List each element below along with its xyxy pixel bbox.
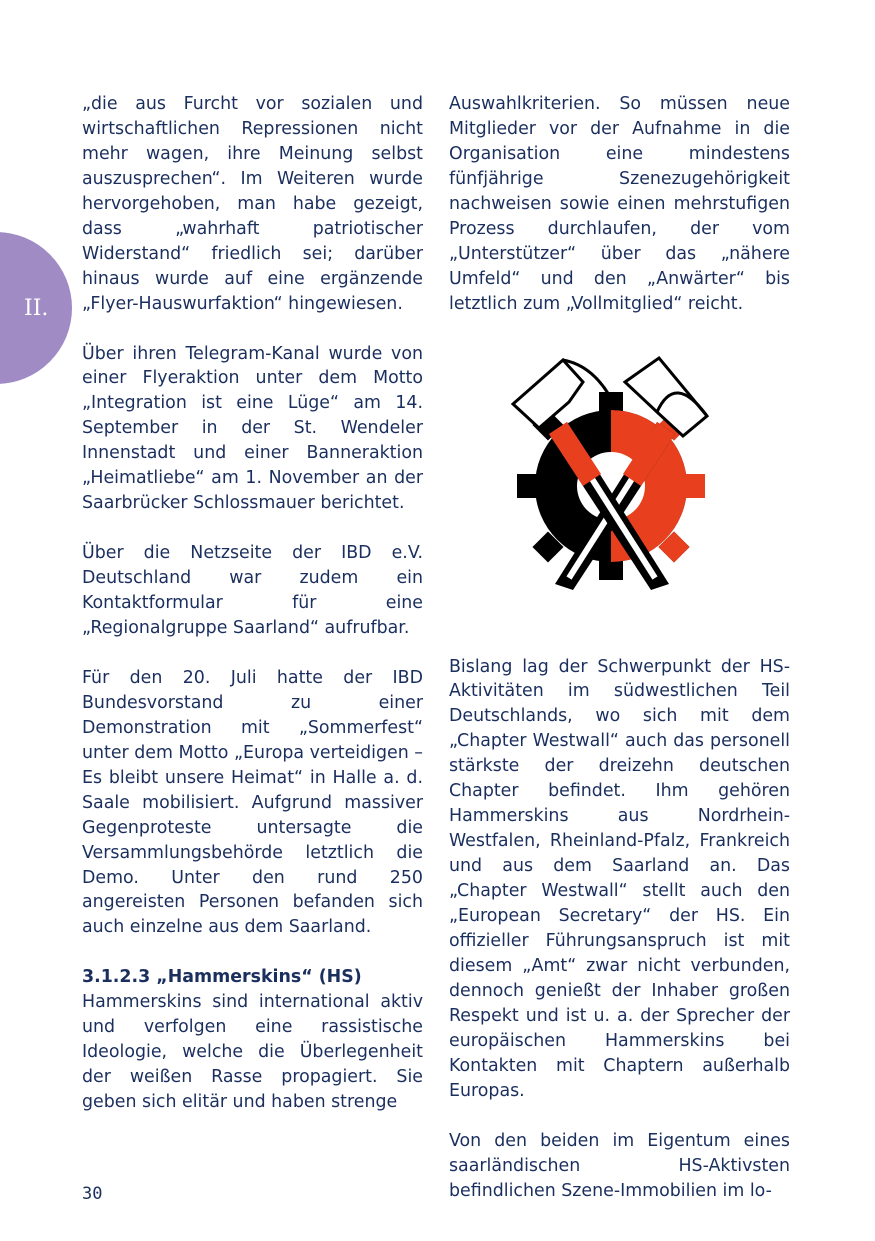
chapter-label: II.: [24, 296, 49, 321]
emblem-figure: [449, 342, 790, 655]
left-paragraph-4: Für den 20. Juli hatte der IBD Bundesvorstand zu einer Demonstration mit „Sommerfest“ unter dem Motto „Europa verteidigen – Es bleibt unsere Heimat“ in Halle a. d. Saale mobilisiert. Aufgrund massiver Gegenproteste untersagte die Versammlungsbehörde letztlich die Demo. Unter den rund 250 angereisten Personen befanden sich auch einzelne aus dem Saarland.: [82, 667, 423, 938]
hammerskins-emblem-icon: [507, 352, 717, 590]
hammerskins-section: [82, 965, 423, 1115]
left-paragraph-3: Über die Netzseite der IBD e.V. Deutschland war zudem ein Kontaktformular für eine „Regionalgruppe Saarland“ aufrufbar.: [82, 543, 423, 638]
left-column: [82, 92, 423, 1115]
left-paragraph-2: Über ihren Telegram-Kanal wurde von einer Flyeraktion unter dem Motto „Integration ist eine Lüge“ am 14. September in der St. Wendeler Innenstadt und einer Banneraktion „Heimatliebe“ am 1. November an der Saarbrücker Schlossmauer berichtet.: [82, 343, 423, 514]
left-paragraph-5: Hammerskins sind international aktiv und verfolgen eine rassistische Ideologie, welche die Überlegenheit der weißen Rasse propagiert. Sie geben sich elitär und haben strenge: [82, 992, 423, 1113]
right-paragraph-2: Bislang lag der Schwerpunkt der HS-Aktivitäten im südwestlichen Teil Deutschlands, wo sich mit dem „Chapter Westwall“ auch das personell stärkste der dreizehn deutschen Chapter befindet. Ihm gehören Hammerskins aus Nordrhein-Westfalen, Rheinland-Pfalz, Frankreich und aus dem Saarland an. Das „Chapter Westwall“ stellt auch den „European Secretary“ der HS. Ein offizieller Führungsanspruch ist mit diesem „Amt“ zwar nicht verbunden, dennoch genießt der Inhaber großen Respekt und ist u. a. der Sprecher der europäischen Hammerskins bei Kontakten mit Chaptern außerhalb Europas.: [449, 656, 790, 1101]
left-paragraph-1: „die aus Furcht vor sozialen und wirtschaftlichen Repressionen nicht mehr wagen, ihre Meinung selbst auszusprechen“. Im Weiteren wurde hervorgehoben, man habe gezeigt, dass „wahrhaft patriotischer Widerstand“ friedlich sei; darüber hinaus wurde auf eine ergänzende „Flyer-Hauswurfaktion“ hingewiesen.: [82, 94, 423, 314]
right-paragraph-1: Auswahlkriterien. So müssen neue Mitglieder vor der Aufnahme in die Organisation eine mindestens fünfjährige Szenezugehörigkeit nachweisen sowie einen mehrstufigen Prozess durchlaufen, der vom „Unterstützer“ über das „nähere Umfeld“ und den „Anwärter“ bis letztlich zum „Vollmitglied“ reicht.: [449, 94, 790, 314]
right-paragraph-3: Von den beiden im Eigentum eines saarländischen HS-Aktivsten befindlichen Szene-Immobilien im lo-: [449, 1130, 790, 1201]
section-heading: 3.1.2.3 „Hammerskins“ (HS): [82, 967, 362, 988]
right-column: [449, 92, 790, 1203]
page-number: 30: [82, 1184, 103, 1204]
